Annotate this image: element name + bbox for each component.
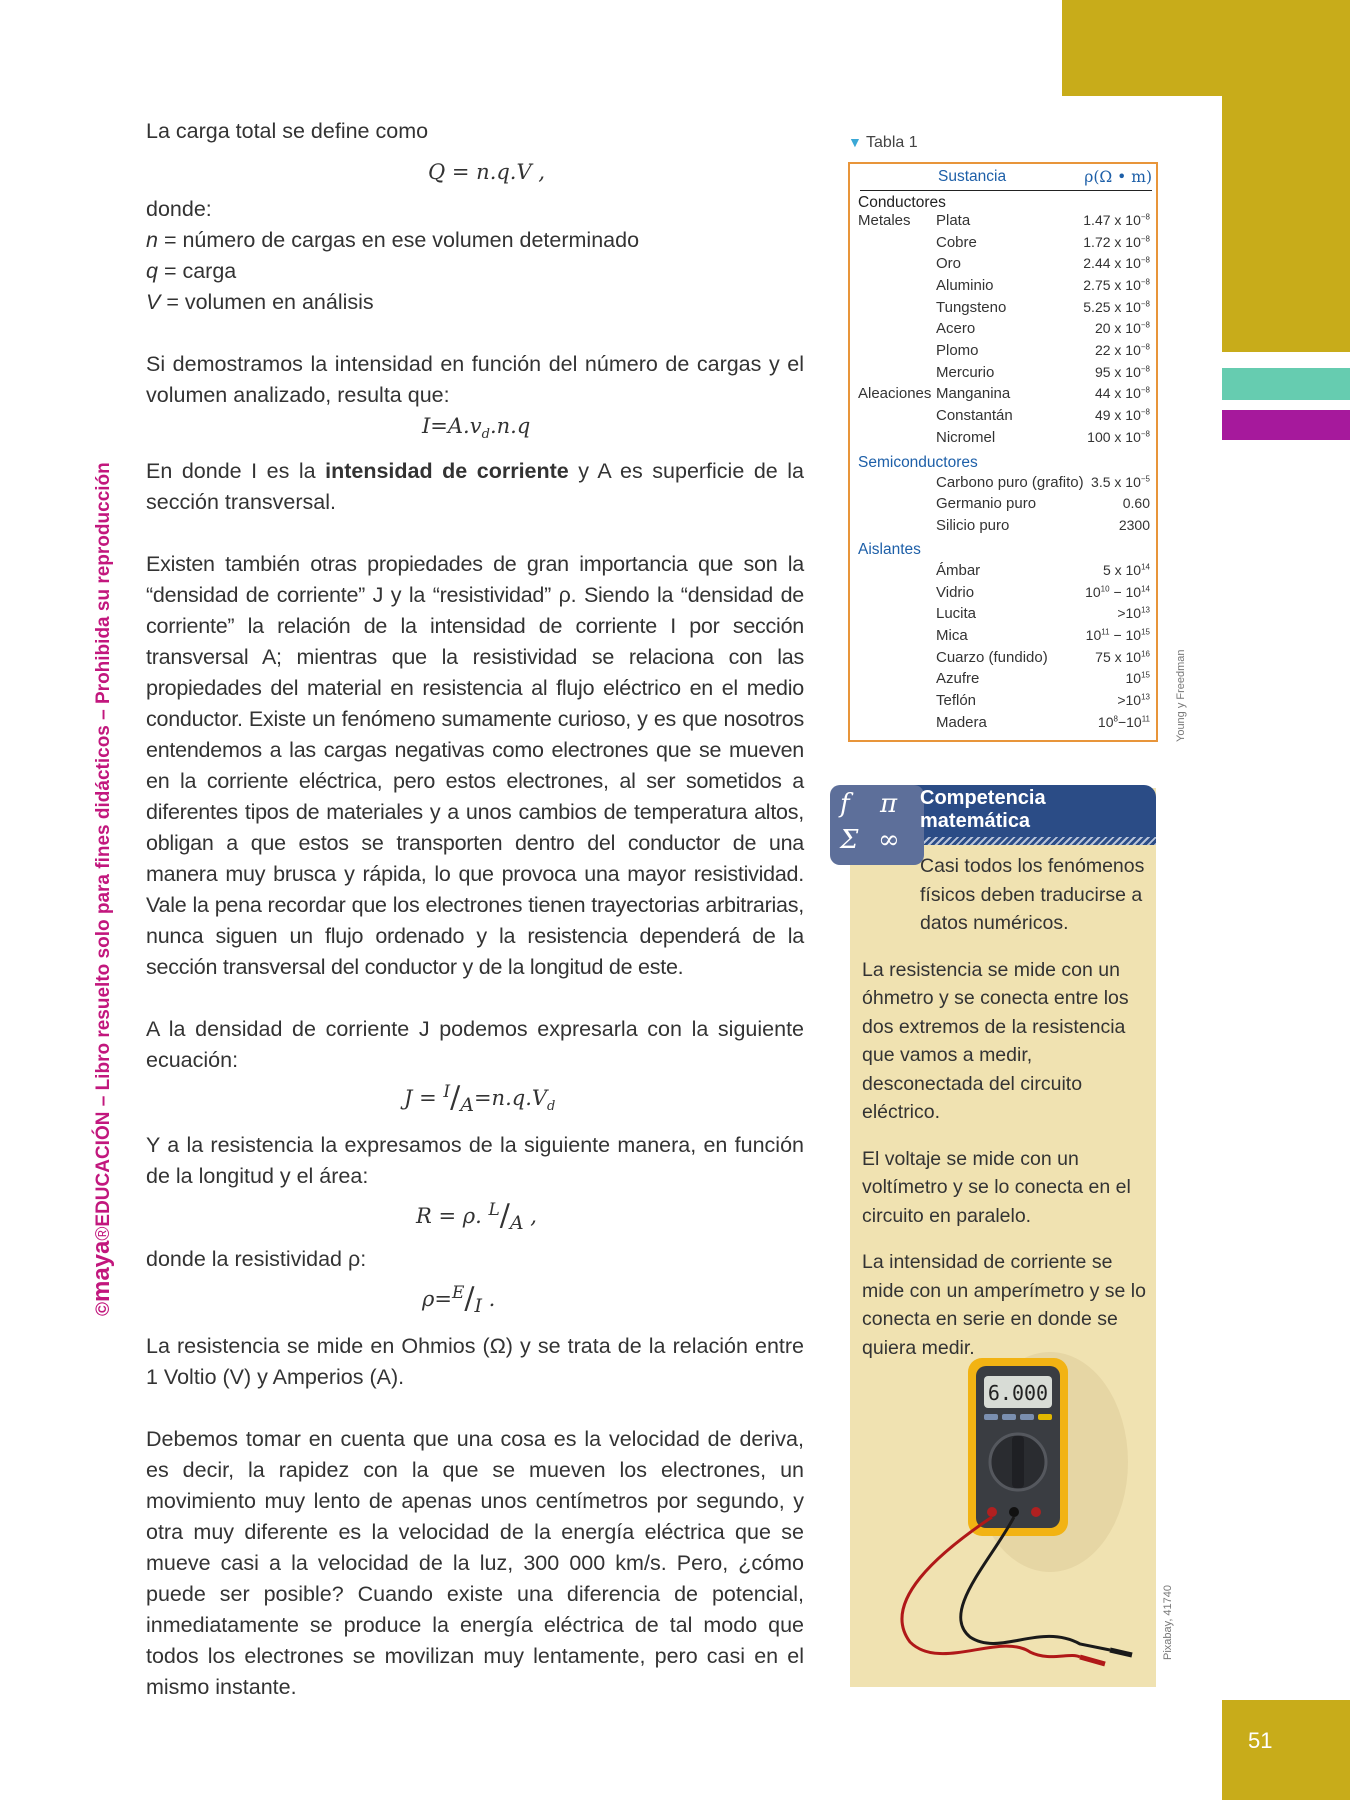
row-resistivity: 22 x $10^{-8}$ [1094, 342, 1150, 358]
row-substance: Manganina [936, 385, 1011, 402]
row-group: Aleaciones [858, 385, 932, 402]
competencia-text [862, 852, 1148, 1380]
table-row [858, 299, 1150, 320]
row-substance: Constantán [936, 407, 1013, 424]
gold-side-tab [1222, 96, 1350, 352]
photo-credit: Pixabay, 41740 [1162, 1584, 1174, 1660]
row-substance: Oro [936, 255, 962, 272]
multimeter-image [880, 1352, 1140, 1672]
paragraph: La carga total se define como [146, 119, 429, 143]
equation-resistivity: ρ=$^E$/I . [422, 1281, 496, 1318]
row-resistivity: 44 x $10^{-8}$ [1094, 385, 1150, 401]
table-row [858, 474, 1150, 495]
definition-n: n = número de cargas en ese volumen determinado [146, 228, 640, 252]
row-resistivity: 100 x $10^{-8}$ [1087, 429, 1150, 445]
table-row [858, 407, 1150, 428]
paragraph: donde la resistividad ρ: [146, 1247, 367, 1272]
row-resistivity: $>10^{13}$ [1117, 605, 1150, 621]
row-substance: Carbono puro (grafito) [936, 474, 1084, 491]
paragraph: Existen también otras propiedades de gran importancia que son la “densidad de corriente” J y la “resistividad” ρ. Siendo la “densidad de corriente” la relación de la intensidad de corriente I por sección transversal A; mientras que la resistividad se relaciona con las propiedades del material en resistencia al flujo eléctrico en el medio conductor. Existe un fenómeno sumamente curioso, y es que nosotros entendemos a las cargas negativas como electrones que se mueven en la corriente eléctrica, pero estos electrones, al ser sometidos a diferentes tipos de materiales y a unos cambios de temperatura altos, obligan a que estos se transporten dentro del conductor de una manera muy brusca y rápida, lo que provoca una mayor resistividad. Vale la pena recordar que los electrones tienen trayectorias arbitrarias, nunca siguen un flujo ordenado y la resistencia dependerá de la sección transversal del conductor y de la longitud de este. [146, 552, 804, 980]
gold-corner-block [1062, 0, 1350, 96]
paragraph: Y a la resistencia la expresamos de la siguiente manera, en función de la longitud y el área: [146, 1133, 804, 1189]
equation-resistance: R = ρ. $^L$/A , [416, 1198, 537, 1235]
competencia-paragraph: Casi todos los fenómenos físicos deben traducirse a datos numéricos. [920, 855, 1145, 934]
table-row [858, 627, 1150, 648]
table-credit: Young y Freedman [1175, 649, 1187, 742]
table-row [858, 212, 1150, 233]
column-header-substance: Sustancia [938, 168, 1007, 185]
table-row [858, 692, 1150, 713]
row-substance: Acero [936, 320, 976, 337]
competencia-paragraph: La intensidad de corriente se mide con un amperímetro y se lo conecta en serie en donde se quiera medir. [862, 1251, 1146, 1359]
row-resistivity: $>10^{13}$ [1117, 692, 1150, 708]
table-row [858, 320, 1150, 341]
paragraph: Debemos tomar en cuenta que una cosa es la velocidad de deriva, es decir, la rapidez con la que se mueven los electrones, un movimiento muy lento de apenas unos centímetros por segundo, y otra muy diferente es la velocidad de la energía eléctrica que se mueve casi a la velocidad de la luz, 300 000 km/s. Pero, ¿cómo puede ser posible? Cuando existe una diferencia de potencial, inmediatamente se produce la energía eléctrica de tal modo que todos los electrones se movilizan muy lentamente, pero casi en el mismo instante. [146, 1427, 804, 1700]
table-row [858, 385, 1150, 406]
equation-intensity: $I=A.v_d.n.q$ [422, 414, 531, 443]
competencia-paragraph: La resistencia se mide con un óhmetro y se conecta entre los dos extremos de la resistencia que vamos a medir, desconectada del circuito eléctrico. [862, 958, 1129, 1123]
copyright-side-text: ©maya®EDUCACIÓN – Libro resuelto solo para fines didácticos – Prohibida su reproducción [88, 462, 115, 1316]
paragraph: En donde I es la intensidad de corriente y A es superficie de la sección transversal. [146, 459, 804, 515]
row-resistivity: 49 x $10^{-8}$ [1094, 407, 1150, 423]
table-header [860, 168, 1152, 191]
main-text-column [146, 116, 804, 1703]
row-resistivity: $10^{11} - 10^{15}$ [1085, 627, 1150, 643]
row-substance: Plata [936, 212, 971, 229]
row-resistivity: 5.25 x $10^{-8}$ [1083, 299, 1150, 315]
table-row [858, 342, 1150, 363]
table-row [858, 670, 1150, 691]
paragraph: Si demostramos la intensidad en función del número de cargas y el volumen analizado, resulta que: [146, 352, 804, 407]
table-row [858, 234, 1150, 255]
column-header-rho: ρ(Ω • m) [1084, 168, 1152, 186]
row-resistivity: 1.72 x $10^{-8}$ [1083, 234, 1150, 250]
meter-display: 6.000 [987, 1381, 1049, 1405]
paragraph: A la densidad de corriente J podemos expresarla con la siguiente ecuación: [146, 1017, 804, 1073]
row-substance: Mercurio [936, 364, 995, 381]
teal-tab [1222, 368, 1350, 400]
math-symbols-icon: f π Σ ∞ [830, 785, 924, 865]
row-substance: Madera [936, 714, 987, 731]
row-resistivity: 0.60 [1122, 495, 1150, 511]
magenta-tab [1222, 410, 1350, 440]
table-caption: ▼ Tabla 1 [848, 134, 918, 151]
row-substance: Ámbar [936, 562, 981, 579]
page-number: 51 [1222, 1700, 1350, 1800]
paragraph: donde: [146, 197, 212, 221]
competencia-title: Competencia matemática [920, 787, 1046, 832]
category-semiconductores: Semiconductores [858, 454, 978, 471]
category-conductores: Conductores [858, 194, 946, 211]
row-substance: Mica [936, 627, 968, 644]
row-substance: Cuarzo (fundido) [936, 649, 1048, 666]
row-substance: Azufre [936, 670, 980, 687]
row-resistivity: 75 x $10^{16}$ [1095, 649, 1150, 665]
table-row [858, 429, 1150, 450]
row-resistivity: $10^{15}$ [1125, 670, 1150, 686]
row-resistivity: 5 x $10^{14}$ [1102, 562, 1150, 578]
row-resistivity: $10^{10} - 10^{14}$ [1085, 584, 1150, 600]
definition-v: V = volumen en análisis [146, 290, 374, 314]
category-aislantes: Aislantes [858, 541, 921, 558]
row-resistivity: 2.75 x $10^{-8}$ [1083, 277, 1150, 293]
table-row [858, 562, 1150, 583]
row-group: Metales [858, 212, 911, 229]
table-row [858, 255, 1150, 276]
table-row [858, 364, 1150, 385]
row-resistivity: 20 x $10^{-8}$ [1094, 320, 1150, 336]
row-substance: Plomo [936, 342, 979, 359]
table-row [858, 584, 1150, 605]
row-resistivity: $10^8-10^{11}$ [1097, 714, 1150, 730]
paragraph: La resistencia se mide en Ohmios (Ω) y se trata de la relación entre 1 Voltio (V) y Amperios (A). [146, 1334, 804, 1390]
row-substance: Nicromel [936, 429, 996, 446]
row-resistivity: 1.47 x $10^{-8}$ [1083, 212, 1150, 228]
row-substance: Silicio puro [936, 517, 1010, 534]
table-row [858, 605, 1150, 626]
row-substance: Aluminio [936, 277, 994, 294]
row-resistivity: 95 x $10^{-8}$ [1094, 364, 1150, 380]
resistivity-table [848, 162, 1158, 742]
row-substance: Cobre [936, 234, 977, 251]
row-substance: Tungsteno [936, 299, 1007, 316]
row-resistivity: 3.5 x $10^{-5}$ [1091, 474, 1150, 490]
equation-current-density: $J = ^I/A=n.q.V_d$ [404, 1080, 556, 1117]
competencia-paragraph: El voltaje se mide con un voltímetro y se lo conecta en el circuito en paralelo. [862, 1147, 1131, 1227]
row-resistivity: 2.44 x $10^{-8}$ [1083, 255, 1150, 271]
table-row [858, 649, 1150, 670]
table-row [858, 714, 1150, 735]
row-substance: Vidrio [936, 584, 975, 601]
row-substance: Lucita [936, 605, 977, 622]
definition-q: q = carga [146, 259, 237, 283]
row-resistivity: 2300 [1118, 517, 1150, 533]
row-substance: Germanio puro [936, 495, 1037, 512]
table-row [858, 517, 1150, 538]
triangle-icon: ▼ [848, 134, 862, 150]
equation-charge: Q = n.q.V , [428, 160, 545, 184]
row-substance: Teflón [936, 692, 977, 709]
table-row [858, 495, 1150, 516]
table-row [858, 277, 1150, 298]
